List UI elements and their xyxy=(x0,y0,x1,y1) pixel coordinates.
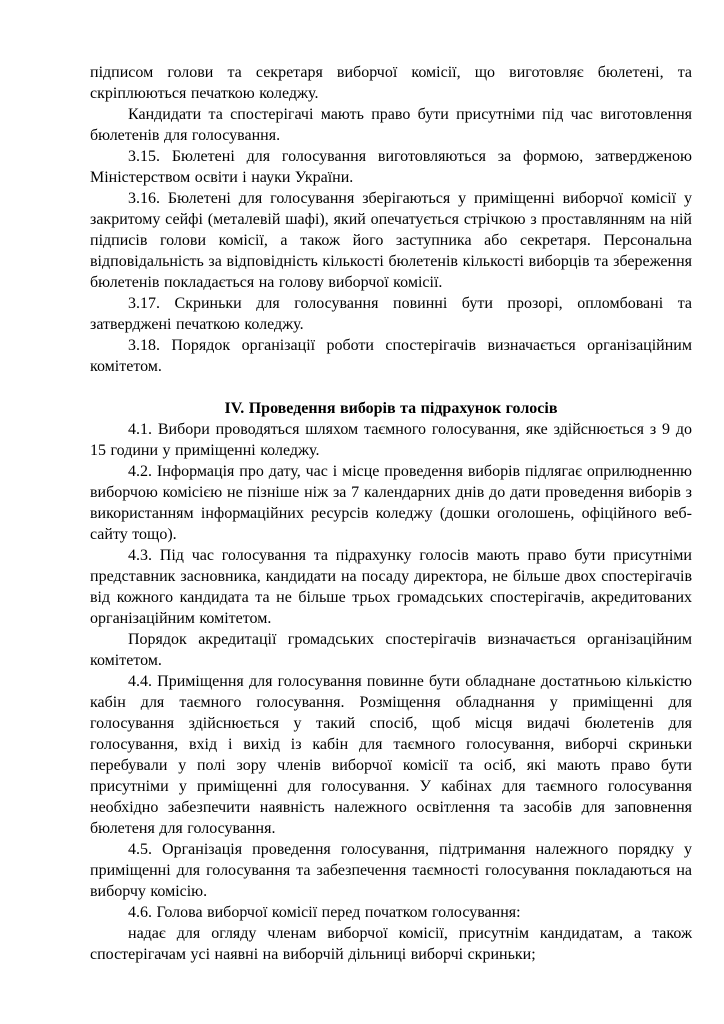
document-body xyxy=(90,62,692,965)
paragraph-candidates-observers: Кандидати та спостерігачі мають право бути присутніми під час виготовлення бюлетенів для голосування. xyxy=(90,106,692,144)
paragraph-item-3-17: 3.17. Скриньки для голосування повинні бути прозорі, опломбовані та затверджені печаткою коледжу. xyxy=(90,295,692,333)
paragraph-item-3-16: 3.16. Бюлетені для голосування зберігаються у приміщенні виборчої комісії у закритому сейфі (металевій шафі), який опечатується стрічкою з проставлянням на ній підписів голови комісії, а також його заступника або секретаря. Персональна відповідальність за відповідність кількості бюлетенів кількості виборців та збереження бюлетенів покладається на голову виборчої комісії. xyxy=(90,190,692,291)
paragraph-accreditation: Порядок акредитації громадських спостерігачів визначається організаційним комітетом. xyxy=(90,631,692,669)
paragraph-item-4-6-subitem: надає для огляду членам виборчої комісії, присутнім кандидатам, а також спостерігачам усі наявні на виборчій дільниці виборчі скриньки; xyxy=(90,925,692,963)
paragraph-item-4-3: 4.3. Під час голосування та підрахунку голосів мають право бути присутніми представник засновника, кандидати на посаду директора, не більше двох спостерігачів від кожного кандидата та не більше трьох громадських спостерігачів, акредитованих організаційним комітетом. xyxy=(90,547,692,627)
paragraph-item-4-5: 4.5. Організація проведення голосування, підтримання належного порядку у приміщенні для голосування та забезпечення таємності голосування покладаються на виборчу комісію. xyxy=(90,841,692,900)
paragraph-item-4-1: 4.1. Вибори проводяться шляхом таємного голосування, яке здійснюється з 9 до 15 години у приміщенні коледжу. xyxy=(90,421,692,459)
paragraph-item-3-18: 3.18. Порядок організації роботи спостерігачів визначається організаційним комітетом. xyxy=(90,337,692,375)
section-heading-iv: IV. Проведення виборів та підрахунок голосів xyxy=(224,400,558,417)
paragraph-item-4-2: 4.2. Інформація про дату, час і місце проведення виборів підлягає оприлюдненню виборчою комісією не пізніше ніж за 7 календарних днів до дати проведення виборів з використанням інформаційних ресурсів коледжу (дошки оголошень, офіційного веб-сайту тощо). xyxy=(90,463,692,543)
paragraph-item-3-15: 3.15. Бюлетені для голосування виготовляються за формою, затвердженою Міністерством освіти і науки України. xyxy=(90,148,692,186)
paragraph-continuation: підписом голови та секретаря виборчої комісії, що виготовляє бюлетені, та скріплюються печаткою коледжу. xyxy=(90,64,692,102)
paragraph-item-4-4: 4.4. Приміщення для голосування повинне бути обладнане достатньою кількістю кабін для таємного голосування. Розміщення обладнання у приміщенні для голосування здійснюється у такий спосіб, щоб місця видачі бюлетенів для голосування, вхід і вихід із кабін для таємного голосування, виборчі скриньки перебували у полі зору членів виборчої комісії та осіб, які мають право бути присутніми у приміщенні для голосування. У кабінах для таємного голосування необхідно забезпечити наявність належного освітлення та засобів для заповнення бюлетеня для голосування. xyxy=(90,673,692,837)
paragraph-item-4-6: 4.6. Голова виборчої комісії перед початком голосування: xyxy=(128,904,521,921)
